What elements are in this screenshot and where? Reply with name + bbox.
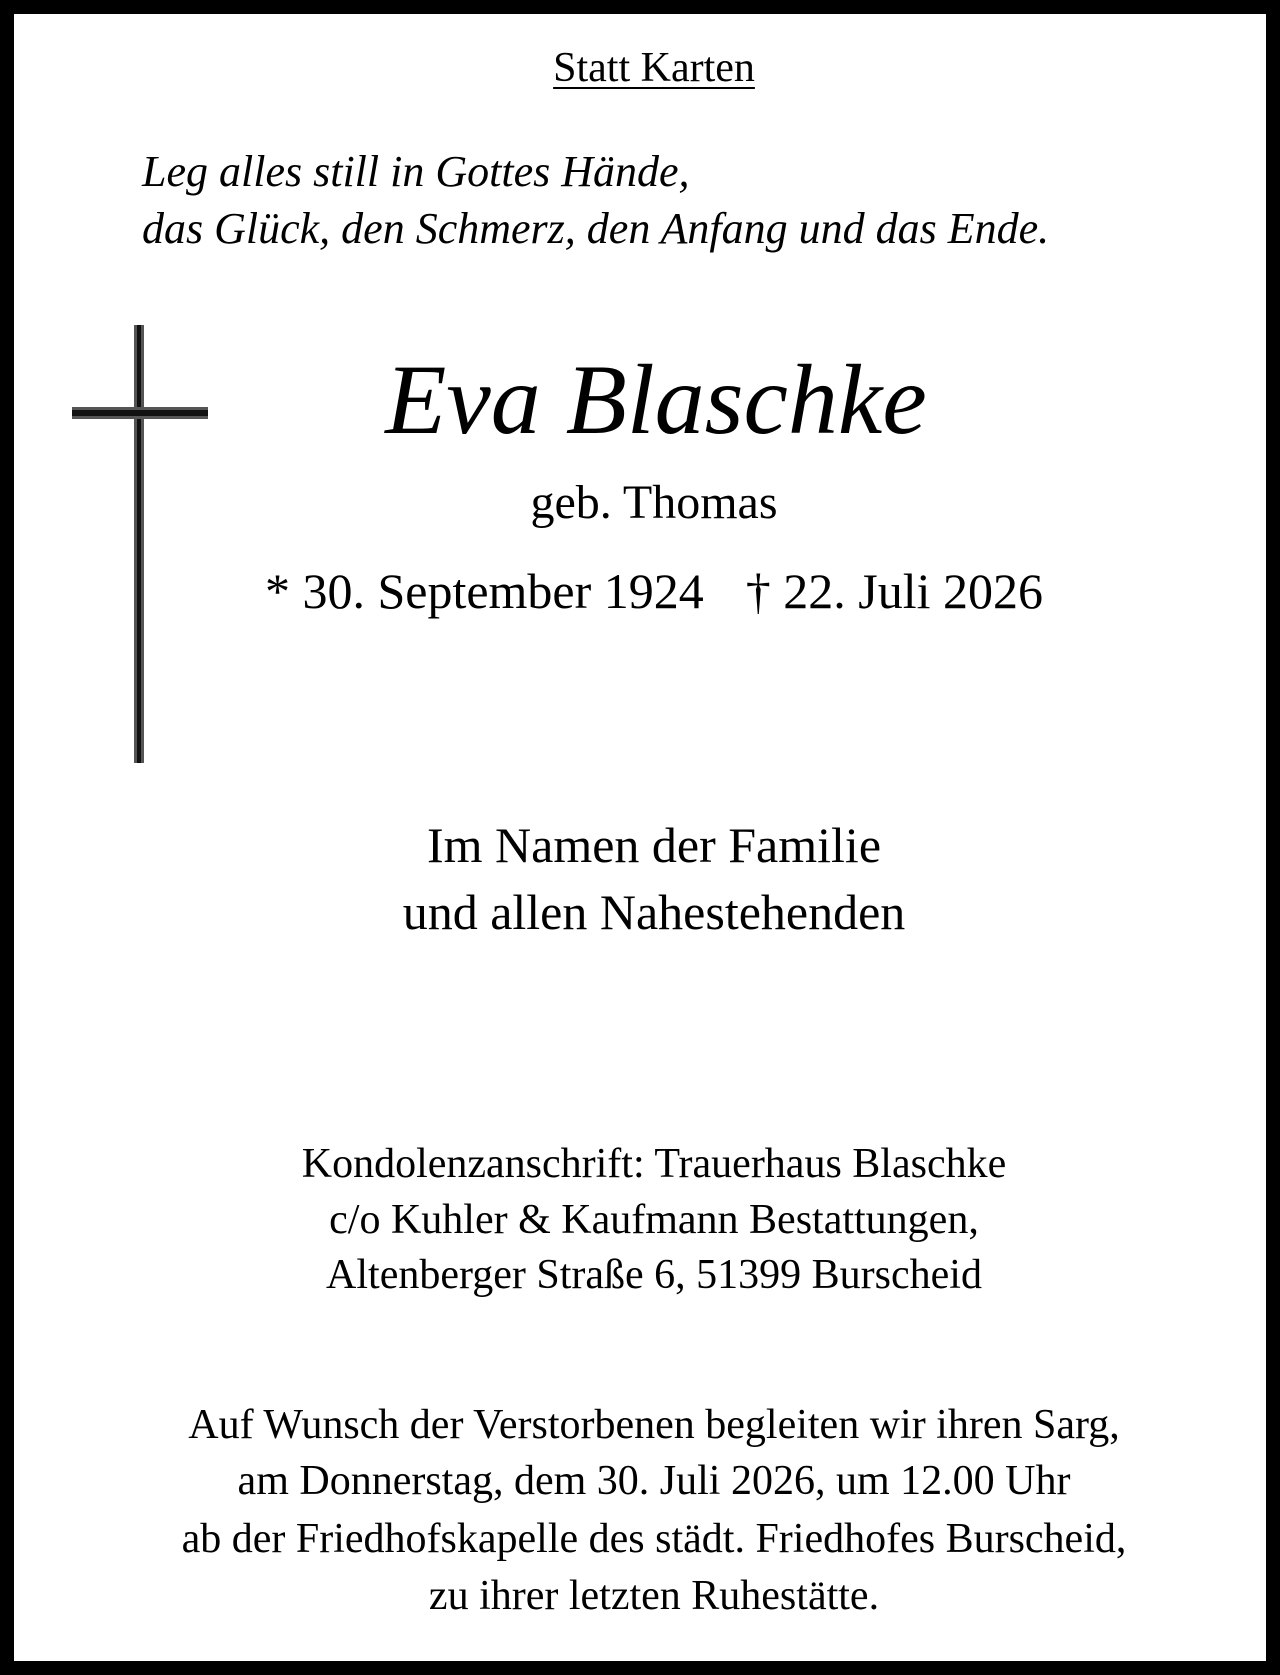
death-date: † 22. Juli 2026 <box>745 563 1044 619</box>
verse-line-1: Leg alles still in Gottes Hände, <box>142 147 690 196</box>
condolence-address-line-2: c/o Kuhler & Kaufmann Bestattungen, <box>329 1197 979 1243</box>
header-statt-karten: Statt Karten <box>553 45 755 91</box>
condolence-address-line-3: Altenberger Straße 6, 51399 Burscheid <box>326 1252 982 1298</box>
verse-line-2: das Glück, den Schmerz, den Anfang und das Ende. <box>142 204 1050 253</box>
funeral-info-line-1: Auf Wunsch der Verstorbenen begleiten wir ihren Sarg, <box>188 1402 1120 1448</box>
life-dates <box>14 563 1280 619</box>
deceased-name: Eva Blaschke <box>385 344 927 455</box>
family-line-2: und allen Nahestehenden <box>402 884 906 940</box>
funeral-info-line-2: am Donnerstag, dem 30. Juli 2026, um 12.00 Uhr <box>237 1458 1071 1504</box>
birth-date: * 30. September 1924 <box>264 563 704 619</box>
family-line-1: Im Namen der Familie <box>426 817 882 873</box>
maiden-name: geb. Thomas <box>530 476 778 529</box>
funeral-info-line-3: ab der Friedhofskapelle des städt. Friedhofes Burscheid, <box>181 1516 1127 1562</box>
condolence-address-line-1: Kondolenzanschrift: Trauerhaus Blaschke <box>301 1141 1007 1187</box>
funeral-info-line-4: zu ihrer letzten Ruhestätte. <box>428 1573 880 1619</box>
